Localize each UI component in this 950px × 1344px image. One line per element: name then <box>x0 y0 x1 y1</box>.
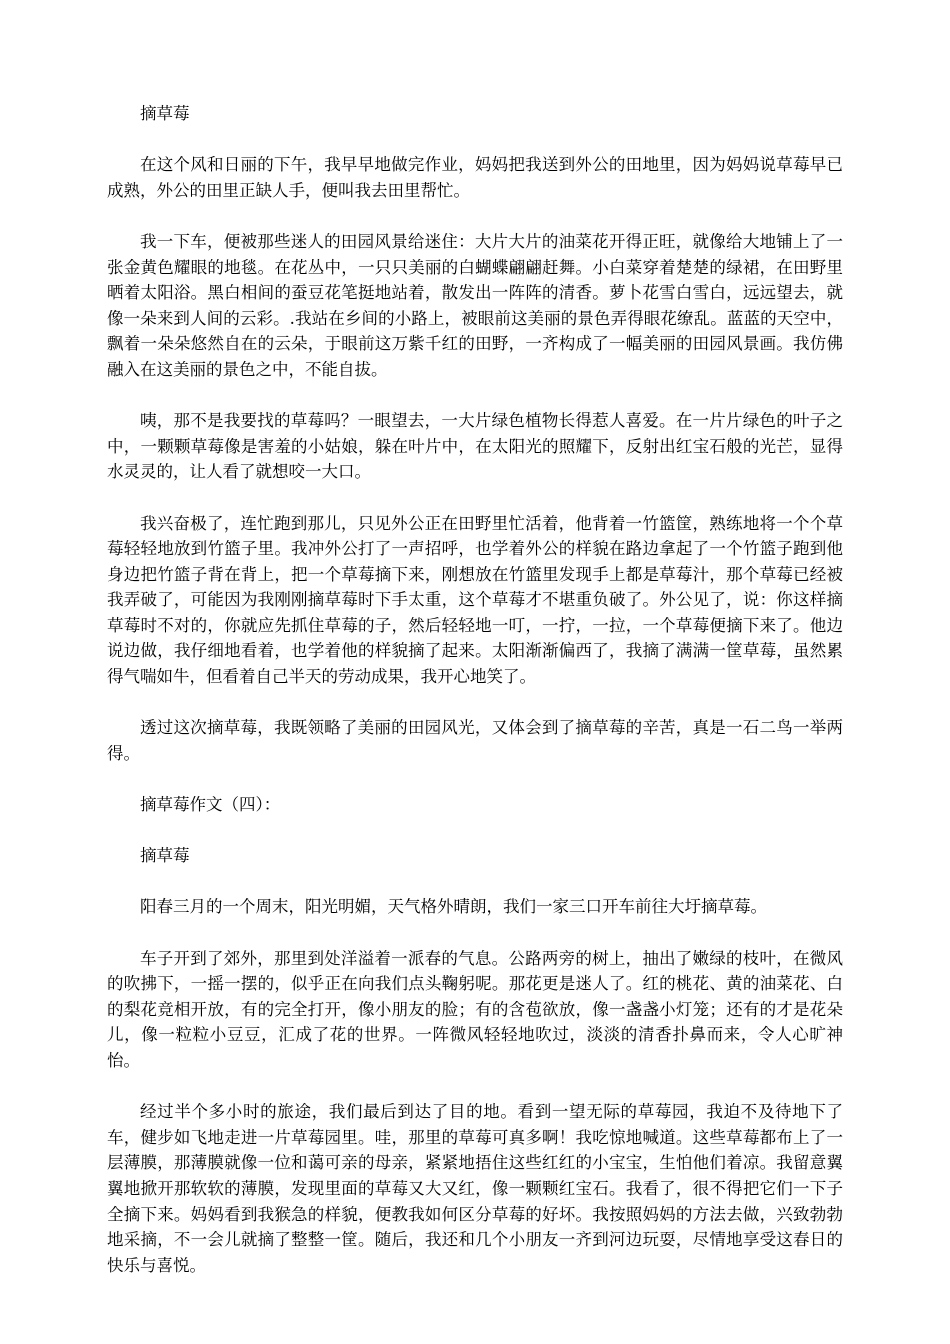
document-body <box>107 101 843 1304</box>
section-title: 摘草莓 <box>140 104 190 123</box>
paragraph: 阳春三月的一个周末，阳光明媚，天气格外晴朗，我们一家三口开车前往大圩摘草莓。 <box>140 897 767 917</box>
paragraph: 车子开到了郊外，那里到处洋溢着一派春的气息。公路两旁的树上，抽出了嫩绿的枝叶，在微风的吹拂下，一摇一摆的，似乎正在向我们点头鞠躬呢。那花更是迷人了。红的桃花、黄的油菜花、白的梨花竞相开放，有的完全打开，像小朋友的脸；有的含苞欲放，像一盏盏小灯笼；还有的才是花朵儿，像一粒粒小豆豆，汇成了花的世界。一阵微风轻轻地吹过，淡淡的清香扑鼻而来，令人心旷神怡。 <box>107 948 843 1070</box>
paragraph: 在这个风和日丽的下午，我早早地做完作业，妈妈把我送到外公的田地里，因为妈妈说草莓早已成熟，外公的田里正缺人手，便叫我去田里帮忙。 <box>107 155 843 200</box>
paragraph: 我一下车，便被那些迷人的田园风景给迷住：大片大片的油菜花开得正旺，就像给大地铺上了一张金黄色耀眼的地毯。在花丛中，一只只美丽的白蝴蝶翩翩赶舞。小白菜穿着楚楚的绿裙，在田野里晒着太阳浴。黑白相间的蚕豆花笔挺地站着，散发出一阵阵的清香。萝卜花雪白雪白，远远望去，就像一朵来到人间的云彩。.我站在乡间的小路上，被眼前这美丽的景色弄得眼花缭乱。蓝蓝的天空中，飘着一朵朵悠然自在的云朵，于眼前这万紫千红的田野，一齐构成了一幅美丽的田园风景画。我仿佛融入在这美丽的景色之中，不能自拔。 <box>107 231 843 379</box>
section-title: 摘草莓 <box>140 846 190 866</box>
section-heading: 摘草莓作文（四）： <box>140 795 281 815</box>
paragraph: 我兴奋极了，连忙跑到那儿，只见外公正在田野里忙活着，他背着一竹篮筐，熟练地将一个个草莓轻轻地放到竹篮子里。我冲外公打了一声招呼，也学着外公的样貌在路边拿起了一个竹篮子跑到他身边把竹篮子背在背上，把一个草莓摘下来，刚想放在竹篮里发现手上都是草莓汁，那个草莓已经被我弄破了，可能因为我刚刚摘草莓时下手太重，这个草莓才不堪重负破了。外公见了，说：你这样摘草莓时不对的，你就应先抓住草莓的子，然后轻轻地一叮，一拧，一拉，一个草莓便摘下来了。他边说边做，我仔细地看着，也学着他的样貌摘了起来。太阳渐渐偏西了，我摘了满满一筐草莓，虽然累得气喘如牛，但看着自己半天的劳动成果，我开心地笑了。 <box>107 513 843 687</box>
paragraph: 经过半个多小时的旅途，我们最后到达了目的地。看到一望无际的草莓园，我迫不及待地下了车，健步如飞地走进一片草莓园里。哇，那里的草莓可真多啊！我吃惊地喊道。这些草莓都布上了一层薄膜，那薄膜就像一位和蔼可亲的母亲，紧紧地捂住这些红红的小宝宝，生怕他们着凉。我留意翼翼地掀开那软软的薄膜，发现里面的草莓又大又红，像一颗颗红宝石。我看了，很不得把它们一下子全摘下来。妈妈看到我猴急的样貌，便教我如何区分草莓的好坏。我按照妈妈的方法去做，兴致勃勃地采摘，不一会儿就摘了整整一筐。随后，我还和几个小朋友一齐到河边玩耍，尽情地享受这春日的快乐与喜悦。 <box>107 1102 843 1275</box>
paragraph: 咦，那不是我要找的草莓吗？一眼望去，一大片绿色植物长得惹人喜爱。在一片片绿色的叶子之中，一颗颗草莓像是害羞的小姑娘，躲在叶片中，在太阳光的照耀下，反射出红宝石般的光芒，显得水灵灵的，让人看了就想咬一大口。 <box>107 411 843 482</box>
paragraph: 透过这次摘草莓，我既领略了美丽的田园风光，又体会到了摘草莓的辛苦，真是一石二鸟一举两得。 <box>107 718 843 763</box>
